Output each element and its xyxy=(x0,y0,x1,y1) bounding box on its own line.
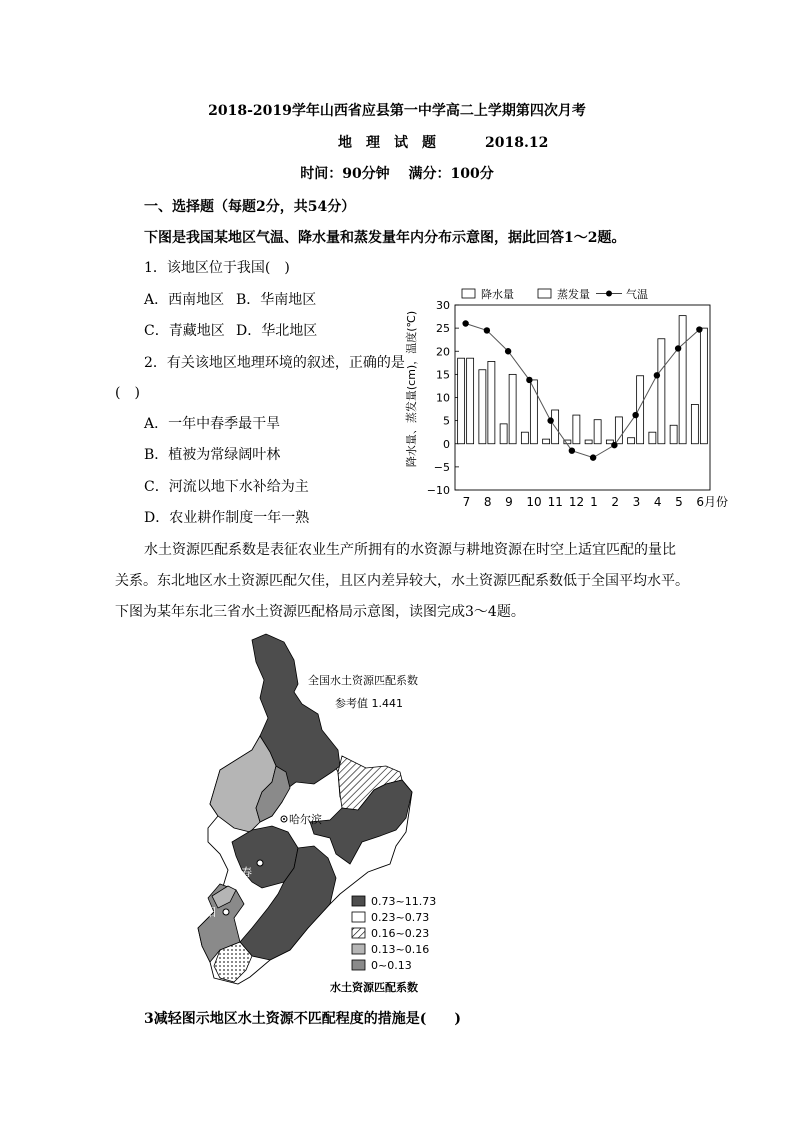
bar-precipitation xyxy=(500,424,507,444)
bar-evaporation xyxy=(509,374,516,443)
q3-stem: 3减轻图示地区水土资源不匹配程度的措施是( ) xyxy=(144,1011,461,1027)
shenyang-marker xyxy=(223,909,229,915)
map-legend-label: 0.23~0.73 xyxy=(371,911,430,924)
y-tick-label: 15 xyxy=(436,368,450,382)
legend-label-evap: 蒸发量 xyxy=(557,288,590,301)
x-tick-label: 9 xyxy=(505,495,513,509)
legend-swatch-precip xyxy=(462,289,475,298)
map-legend-swatch xyxy=(352,960,365,970)
temperature-point xyxy=(632,412,638,418)
northeast-water-land-map xyxy=(190,632,460,1002)
map-legend-label: 0.13~0.16 xyxy=(371,943,430,956)
section-heading: 一、选择题（每题2分，共54分） xyxy=(144,199,356,215)
passage-line-1: 水土资源匹配系数是表征农业生产所拥有的水资源与耕地资源在时空上适宜匹配的量比 xyxy=(144,542,676,558)
bar-evaporation xyxy=(467,358,474,444)
temperature-point xyxy=(611,442,617,448)
bar-evaporation xyxy=(658,339,665,444)
x-tick-label: 12 xyxy=(568,495,585,509)
y-axis-title: 降水量、蒸发量(cm)，温度(℃) xyxy=(405,310,418,468)
bar-evaporation xyxy=(615,417,622,444)
x-tick-label: 7 xyxy=(462,495,471,509)
bar-evaporation xyxy=(637,376,644,444)
bar-precipitation xyxy=(691,404,698,443)
map-legend-label: 0.16~0.23 xyxy=(371,927,430,940)
bar-precipitation xyxy=(458,358,465,444)
map-legend-label: 0~0.13 xyxy=(371,959,412,972)
map-caption: 水土资源匹配系数 xyxy=(330,981,418,994)
bar-precipitation xyxy=(649,432,656,444)
y-tick-label: −5 xyxy=(433,460,450,474)
map-legend xyxy=(352,895,436,972)
x-tick-label: 10 xyxy=(526,495,542,509)
map-reference-line-2: 参考值 1.441 xyxy=(335,697,403,710)
map-legend-label: 0.73~11.73 xyxy=(371,895,437,908)
y-tick-label: 0 xyxy=(443,437,450,451)
passage-line-2: 关系。东北地区水土资源匹配欠佳，且区内差异较大，水土资源匹配系数低于全国平均水平。 xyxy=(115,573,689,589)
exam-title: 2018-2019学年山西省应县第一中学高二上学期第四次月考 xyxy=(208,103,586,119)
bar-precipitation xyxy=(479,370,486,444)
temperature-point xyxy=(462,320,468,326)
exam-time-info: 时间：90分钟 满分：100分 xyxy=(300,166,494,182)
temperature-point xyxy=(526,377,532,383)
q1-option-a: A．西南地区 xyxy=(144,292,225,308)
x-tick-label: 3 xyxy=(632,495,641,509)
q2-paren: ( ) xyxy=(115,385,140,401)
section-intro: 下图是我国某地区气温、降水量和蒸发量年内分布示意图，据此回答1～2题。 xyxy=(144,230,626,246)
harbin-marker-dot xyxy=(283,818,285,820)
y-tick-label: 30 xyxy=(436,299,450,312)
map-legend-swatch xyxy=(352,944,365,954)
q1-stem: 1．该地区位于我国( ) xyxy=(144,260,290,276)
bar-evaporation xyxy=(573,415,580,444)
y-tick-label: 10 xyxy=(436,391,450,405)
x-tick-label: 2 xyxy=(611,495,620,509)
y-tick-label: 25 xyxy=(436,322,450,336)
q2-option-d: D．农业耕作制度一年一熟 xyxy=(144,510,310,526)
x-tick-label: 4 xyxy=(653,495,662,509)
bar-evaporation xyxy=(679,316,686,444)
temperature-point xyxy=(696,326,702,332)
q2-option-b: B．植被为常绿阔叶林 xyxy=(144,447,281,463)
climate-chart xyxy=(400,282,780,512)
q2-option-a: A．一年中春季最干旱 xyxy=(144,416,281,432)
legend-swatch-evap xyxy=(538,289,551,298)
exam-date: 2018.12 xyxy=(485,135,549,151)
map-legend-swatch xyxy=(352,928,365,938)
temperature-point xyxy=(590,454,596,460)
temperature-point xyxy=(675,345,681,351)
bar-precipitation xyxy=(670,425,677,444)
bar-evaporation xyxy=(488,361,495,443)
x-tick-label: 1 xyxy=(590,495,598,509)
passage-line-3: 下图为某年东北三省水土资源匹配格局示意图，读图完成3～4题。 xyxy=(115,604,525,620)
q1-option-c: C．青藏地区 xyxy=(144,323,225,339)
bar-precipitation xyxy=(628,438,635,444)
q2-option-c: C．河流以地下水补给为主 xyxy=(144,479,309,495)
y-tick-label: −10 xyxy=(426,484,450,497)
bar-evaporation xyxy=(594,420,601,444)
temperature-point xyxy=(505,348,511,354)
city-changchun: 长春 xyxy=(230,866,252,879)
legend-marker-temp xyxy=(606,291,612,297)
legend-label-temp: 气温 xyxy=(626,288,648,301)
temperature-point xyxy=(654,372,660,378)
changchun-marker xyxy=(257,860,263,866)
temperature-point xyxy=(484,327,490,333)
temperature-point xyxy=(569,447,575,453)
exam-subject: 地理试题 xyxy=(338,135,450,151)
map-legend-swatch xyxy=(352,896,365,906)
x-tick-label: 6月份 xyxy=(696,495,729,509)
q1-option-d: D．华北地区 xyxy=(236,323,318,339)
y-tick-label: 5 xyxy=(443,414,450,428)
x-tick-label: 8 xyxy=(483,495,492,509)
city-shenyang: 沈阳 xyxy=(194,906,216,919)
q1-option-b: B．华南地区 xyxy=(236,292,317,308)
bar-evaporation xyxy=(700,328,707,444)
temperature-point xyxy=(547,417,553,423)
q2-stem: 2．有关该地区地理环境的叙述，正确的是 xyxy=(144,355,405,371)
city-harbin: 哈尔滨 xyxy=(289,813,322,826)
x-tick-label: 5 xyxy=(675,495,683,509)
bar-precipitation xyxy=(585,440,592,444)
y-tick-label: 20 xyxy=(436,345,450,359)
map-reference-line-1: 全国水土资源匹配系数 xyxy=(308,674,418,687)
x-tick-label: 11 xyxy=(547,495,563,509)
bar-precipitation xyxy=(543,439,550,444)
map-legend-swatch xyxy=(352,912,365,922)
bar-precipitation xyxy=(521,432,528,444)
legend-label-precip: 降水量 xyxy=(481,288,514,301)
